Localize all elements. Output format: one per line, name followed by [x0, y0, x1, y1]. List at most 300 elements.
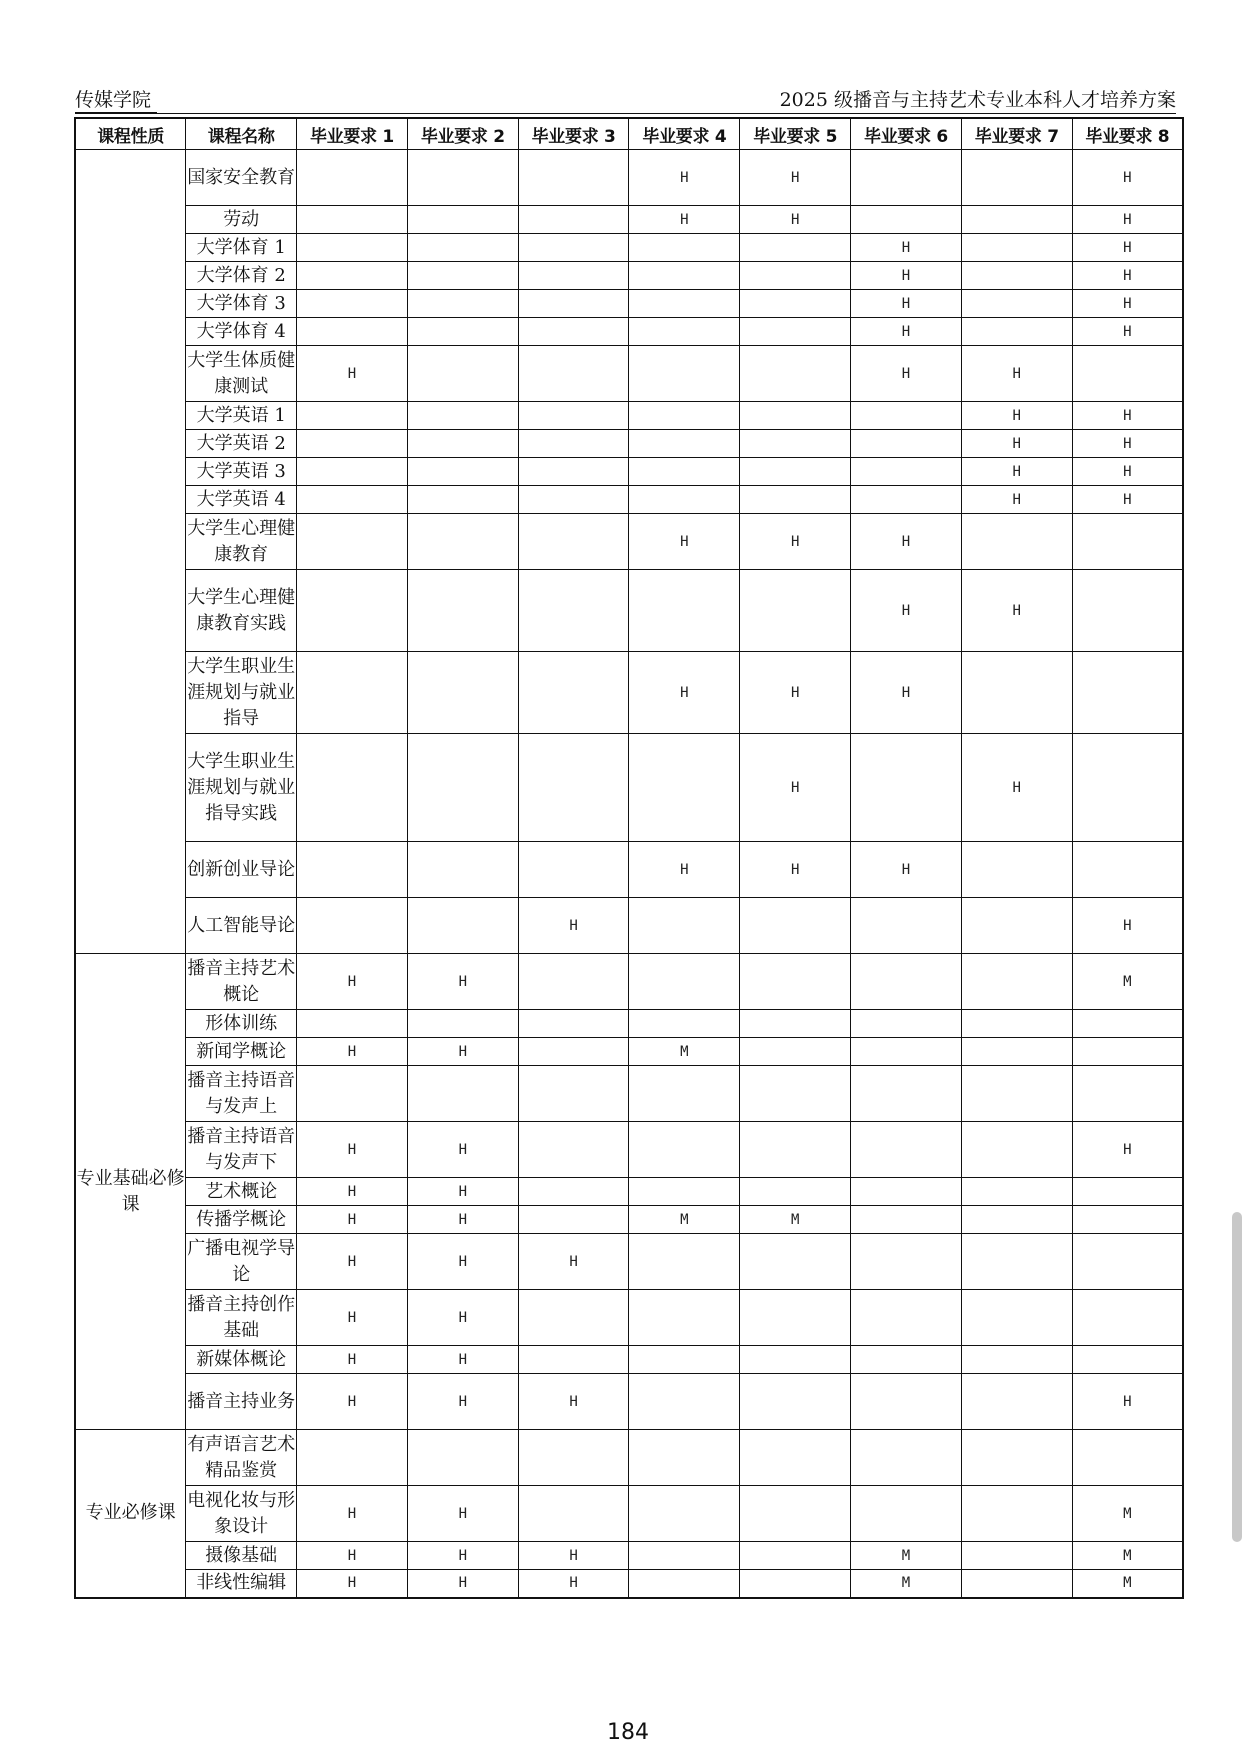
table-row — [75, 206, 1183, 234]
requirement-mark-cell — [740, 234, 851, 262]
requirement-mark-cell: H — [851, 234, 962, 262]
course-name-cell: 形体训练 — [186, 1010, 297, 1038]
requirement-mark-cell: H — [851, 290, 962, 318]
requirement-mark-cell — [629, 486, 740, 514]
requirement-mark-cell — [740, 262, 851, 290]
requirement-mark-cell: H — [851, 318, 962, 346]
requirement-mark-cell — [740, 954, 851, 1010]
table-row — [75, 1290, 1183, 1346]
requirement-mark-cell — [297, 842, 408, 898]
course-category-cell: 专业必修课 — [75, 1430, 186, 1598]
requirement-mark-cell — [740, 1374, 851, 1430]
requirement-mark-cell: H — [297, 1570, 408, 1598]
table-row — [75, 1066, 1183, 1122]
requirement-mark-cell — [740, 1122, 851, 1178]
requirement-mark-cell — [518, 150, 629, 206]
requirement-mark-cell: H — [961, 458, 1072, 486]
requirement-mark-cell — [740, 898, 851, 954]
requirement-mark-cell — [518, 570, 629, 652]
requirement-mark-cell — [1072, 514, 1183, 570]
requirement-mark-cell — [629, 1486, 740, 1542]
requirement-mark-cell — [297, 234, 408, 262]
requirement-mark-cell: H — [629, 514, 740, 570]
table-row — [75, 1570, 1183, 1598]
requirement-mark-cell — [407, 402, 518, 430]
requirement-mark-cell: H — [1072, 430, 1183, 458]
requirement-mark-cell — [1072, 842, 1183, 898]
requirement-mark-cell — [851, 150, 962, 206]
requirement-mark-cell — [518, 1010, 629, 1038]
requirement-mark-cell — [851, 486, 962, 514]
requirement-mark-cell: H — [1072, 206, 1183, 234]
header-school: 传媒学院 — [75, 88, 157, 113]
requirement-mark-cell — [518, 1430, 629, 1486]
requirement-mark-cell: H — [407, 954, 518, 1010]
requirement-mark-cell — [297, 652, 408, 734]
requirement-mark-cell — [407, 234, 518, 262]
requirement-mark-cell: H — [407, 1178, 518, 1206]
requirement-mark-cell — [518, 1066, 629, 1122]
course-name-cell: 播音主持语音与发声上 — [186, 1066, 297, 1122]
requirement-mark-cell — [297, 1010, 408, 1038]
column-header: 毕业要求 4 — [629, 118, 740, 150]
requirement-mark-cell — [961, 1234, 1072, 1290]
requirement-mark-cell: H — [961, 346, 1072, 402]
table-row — [75, 514, 1183, 570]
requirement-mark-cell — [961, 1038, 1072, 1066]
requirement-mark-cell — [851, 430, 962, 458]
requirement-mark-cell — [961, 262, 1072, 290]
requirement-mark-cell: H — [407, 1038, 518, 1066]
requirement-mark-cell — [629, 1010, 740, 1038]
requirement-mark-cell — [1072, 570, 1183, 652]
requirement-mark-cell: H — [1072, 150, 1183, 206]
requirement-mark-cell — [851, 1010, 962, 1038]
requirement-mark-cell — [1072, 1234, 1183, 1290]
requirement-mark-cell: H — [407, 1346, 518, 1374]
table-row — [75, 346, 1183, 402]
table-row — [75, 898, 1183, 954]
requirement-mark-cell — [961, 1346, 1072, 1374]
course-name-cell: 大学英语 4 — [186, 486, 297, 514]
course-name-cell: 人工智能导论 — [186, 898, 297, 954]
requirement-mark-cell: H — [961, 402, 1072, 430]
requirement-mark-cell: H — [740, 206, 851, 234]
requirement-mark-cell — [629, 570, 740, 652]
requirement-mark-cell — [629, 1570, 740, 1598]
course-name-cell: 大学体育 2 — [186, 262, 297, 290]
course-name-cell: 播音主持业务 — [186, 1374, 297, 1430]
requirement-mark-cell: H — [629, 150, 740, 206]
requirement-mark-cell — [629, 1430, 740, 1486]
requirement-mark-cell: H — [297, 1178, 408, 1206]
requirement-mark-cell: M — [851, 1570, 962, 1598]
requirement-mark-cell — [629, 898, 740, 954]
table-row — [75, 318, 1183, 346]
requirement-mark-cell: H — [407, 1486, 518, 1542]
requirement-mark-cell — [851, 1486, 962, 1542]
requirement-mark-cell: H — [961, 570, 1072, 652]
column-header: 课程名称 — [186, 118, 297, 150]
requirement-mark-cell — [851, 1122, 962, 1178]
requirement-mark-cell — [407, 486, 518, 514]
requirement-mark-cell — [851, 206, 962, 234]
requirement-mark-cell — [740, 290, 851, 318]
requirement-mark-cell — [629, 1178, 740, 1206]
requirement-mark-cell — [851, 954, 962, 1010]
requirement-mark-cell — [518, 1486, 629, 1542]
column-header: 毕业要求 5 — [740, 118, 851, 150]
table-row — [75, 1010, 1183, 1038]
requirement-mark-cell — [407, 290, 518, 318]
requirement-mark-cell — [518, 290, 629, 318]
requirement-mark-cell — [851, 1430, 962, 1486]
requirement-mark-cell — [851, 1374, 962, 1430]
requirement-mark-cell: H — [1072, 290, 1183, 318]
requirement-mark-cell: H — [297, 1122, 408, 1178]
requirement-mark-cell — [297, 262, 408, 290]
requirement-mark-cell — [1072, 1290, 1183, 1346]
column-header: 课程性质 — [75, 118, 186, 150]
requirement-mark-cell — [1072, 652, 1183, 734]
requirement-mark-cell — [629, 234, 740, 262]
requirement-mark-cell — [961, 514, 1072, 570]
requirement-mark-cell — [961, 1430, 1072, 1486]
requirement-mark-cell — [297, 898, 408, 954]
requirement-mark-cell — [961, 1570, 1072, 1598]
table-row — [75, 954, 1183, 1010]
requirement-mark-cell — [961, 1486, 1072, 1542]
requirement-mark-cell — [518, 514, 629, 570]
requirement-mark-cell — [740, 346, 851, 402]
requirement-mark-cell — [629, 734, 740, 842]
requirement-mark-cell — [518, 1290, 629, 1346]
requirement-mark-cell — [740, 1486, 851, 1542]
requirement-mark-cell — [961, 206, 1072, 234]
requirement-mark-cell — [740, 570, 851, 652]
course-name-cell: 传播学概论 — [186, 1206, 297, 1234]
requirement-mark-cell — [518, 1346, 629, 1374]
requirement-mark-cell — [629, 1234, 740, 1290]
table-row — [75, 402, 1183, 430]
requirement-mark-cell: H — [961, 430, 1072, 458]
requirement-mark-cell — [407, 346, 518, 402]
course-name-cell: 大学生心理健康教育 — [186, 514, 297, 570]
requirement-mark-cell — [518, 1178, 629, 1206]
requirement-mark-cell — [1072, 734, 1183, 842]
requirement-mark-cell: H — [961, 486, 1072, 514]
requirement-mark-cell — [629, 318, 740, 346]
requirement-mark-cell — [629, 1542, 740, 1570]
requirement-mark-cell — [961, 1066, 1072, 1122]
requirement-mark-cell: M — [1072, 954, 1183, 1010]
requirement-mark-cell: H — [297, 1542, 408, 1570]
course-name-cell: 大学体育 1 — [186, 234, 297, 262]
requirement-mark-cell — [851, 1066, 962, 1122]
column-header: 毕业要求 2 — [407, 118, 518, 150]
requirement-mark-cell: M — [851, 1542, 962, 1570]
requirement-mark-cell — [1072, 1038, 1183, 1066]
requirement-mark-cell: H — [740, 652, 851, 734]
requirement-mark-cell: H — [297, 1038, 408, 1066]
requirement-mark-cell: H — [518, 1570, 629, 1598]
requirement-mark-cell — [1072, 1178, 1183, 1206]
requirement-mark-cell — [851, 1290, 962, 1346]
requirement-mark-cell — [407, 150, 518, 206]
requirement-mark-cell: H — [1072, 402, 1183, 430]
requirement-mark-cell — [629, 262, 740, 290]
requirement-mark-cell — [407, 842, 518, 898]
requirement-mark-cell: M — [740, 1206, 851, 1234]
requirement-mark-cell — [961, 1290, 1072, 1346]
requirement-mark-cell: H — [518, 1542, 629, 1570]
requirement-mark-cell — [297, 486, 408, 514]
requirement-mark-cell — [297, 402, 408, 430]
requirement-mark-cell — [961, 898, 1072, 954]
requirement-mark-cell — [851, 1346, 962, 1374]
course-name-cell: 国家安全教育 — [186, 150, 297, 206]
requirement-mark-cell: H — [297, 1346, 408, 1374]
requirement-mark-cell — [297, 458, 408, 486]
table-row — [75, 290, 1183, 318]
requirement-mark-cell — [629, 458, 740, 486]
requirement-mark-cell — [851, 1178, 962, 1206]
requirement-mark-cell — [961, 652, 1072, 734]
column-header: 毕业要求 8 — [1072, 118, 1183, 150]
table-row — [75, 458, 1183, 486]
requirement-mark-cell — [961, 234, 1072, 262]
course-name-cell: 大学英语 3 — [186, 458, 297, 486]
requirement-mark-cell: H — [297, 954, 408, 1010]
requirements-matrix-table — [74, 117, 1184, 1599]
requirement-mark-cell — [518, 430, 629, 458]
requirement-mark-cell — [740, 1038, 851, 1066]
requirement-mark-cell — [740, 458, 851, 486]
requirement-mark-cell — [851, 898, 962, 954]
requirement-mark-cell — [851, 1038, 962, 1066]
requirement-mark-cell: H — [407, 1234, 518, 1290]
requirement-mark-cell: H — [407, 1542, 518, 1570]
requirement-mark-cell — [961, 1542, 1072, 1570]
requirement-mark-cell — [740, 1570, 851, 1598]
requirement-mark-cell — [407, 734, 518, 842]
requirement-mark-cell: H — [518, 898, 629, 954]
page-number: 184 — [607, 1720, 649, 1745]
requirement-mark-cell: H — [1072, 262, 1183, 290]
requirement-mark-cell — [629, 1066, 740, 1122]
requirement-mark-cell — [407, 458, 518, 486]
requirement-mark-cell — [851, 458, 962, 486]
course-name-cell: 播音主持艺术概论 — [186, 954, 297, 1010]
requirement-mark-cell — [407, 652, 518, 734]
table-row — [75, 652, 1183, 734]
course-name-cell: 大学生职业生涯规划与就业指导 — [186, 652, 297, 734]
table-header-row — [75, 118, 1183, 150]
table-row — [75, 1234, 1183, 1290]
course-category-cell — [75, 150, 186, 954]
table-row — [75, 1206, 1183, 1234]
requirement-mark-cell — [961, 954, 1072, 1010]
table-row — [75, 1430, 1183, 1486]
requirement-mark-cell — [629, 1346, 740, 1374]
requirement-mark-cell — [1072, 1346, 1183, 1374]
course-name-cell: 摄像基础 — [186, 1542, 297, 1570]
requirement-mark-cell: H — [1072, 458, 1183, 486]
requirement-mark-cell — [518, 318, 629, 346]
requirement-mark-cell — [740, 1178, 851, 1206]
scrollbar-thumb[interactable] — [1232, 1212, 1242, 1542]
requirement-mark-cell — [961, 318, 1072, 346]
course-name-cell: 创新创业导论 — [186, 842, 297, 898]
requirement-mark-cell — [297, 1430, 408, 1486]
requirement-mark-cell — [407, 430, 518, 458]
requirement-mark-cell — [740, 318, 851, 346]
requirement-mark-cell — [740, 1066, 851, 1122]
course-name-cell: 非线性编辑 — [186, 1570, 297, 1598]
requirement-mark-cell: H — [1072, 1374, 1183, 1430]
requirement-mark-cell: H — [1072, 486, 1183, 514]
column-header: 毕业要求 3 — [518, 118, 629, 150]
table-row — [75, 262, 1183, 290]
requirement-mark-cell: H — [740, 734, 851, 842]
requirement-mark-cell: H — [629, 842, 740, 898]
requirement-mark-cell: H — [1072, 898, 1183, 954]
requirement-mark-cell: H — [518, 1374, 629, 1430]
course-name-cell: 大学英语 2 — [186, 430, 297, 458]
course-name-cell: 大学英语 1 — [186, 402, 297, 430]
table-row — [75, 486, 1183, 514]
table-row — [75, 234, 1183, 262]
requirement-mark-cell — [629, 402, 740, 430]
requirement-mark-cell — [518, 652, 629, 734]
requirement-mark-cell — [518, 234, 629, 262]
requirement-mark-cell — [1072, 346, 1183, 402]
requirement-mark-cell — [961, 1122, 1072, 1178]
requirement-mark-cell — [518, 346, 629, 402]
requirement-mark-cell: H — [407, 1122, 518, 1178]
requirement-mark-cell — [629, 430, 740, 458]
requirement-mark-cell — [961, 1206, 1072, 1234]
requirement-mark-cell — [740, 1234, 851, 1290]
requirement-mark-cell — [1072, 1010, 1183, 1038]
requirement-mark-cell — [518, 486, 629, 514]
requirement-mark-cell: H — [297, 1206, 408, 1234]
requirement-mark-cell — [1072, 1206, 1183, 1234]
requirement-mark-cell — [518, 402, 629, 430]
requirement-mark-cell — [961, 842, 1072, 898]
course-name-cell: 大学体育 3 — [186, 290, 297, 318]
requirement-mark-cell — [629, 954, 740, 1010]
course-name-cell: 大学生体质健康测试 — [186, 346, 297, 402]
requirement-mark-cell: H — [297, 1374, 408, 1430]
requirement-mark-cell — [740, 486, 851, 514]
requirement-mark-cell: H — [740, 842, 851, 898]
requirement-mark-cell: H — [407, 1374, 518, 1430]
requirement-mark-cell: H — [1072, 318, 1183, 346]
requirement-mark-cell — [297, 150, 408, 206]
requirement-mark-cell: M — [1072, 1486, 1183, 1542]
course-name-cell: 电视化妆与形象设计 — [186, 1486, 297, 1542]
requirement-mark-cell: H — [851, 842, 962, 898]
table-row — [75, 1486, 1183, 1542]
course-name-cell: 播音主持语音与发声下 — [186, 1122, 297, 1178]
requirement-mark-cell: H — [851, 570, 962, 652]
requirement-mark-cell: H — [297, 1290, 408, 1346]
requirement-mark-cell — [629, 1122, 740, 1178]
table-row — [75, 1346, 1183, 1374]
requirement-mark-cell — [297, 206, 408, 234]
requirement-mark-cell — [407, 514, 518, 570]
requirement-mark-cell: H — [740, 150, 851, 206]
requirement-mark-cell: H — [297, 346, 408, 402]
requirement-mark-cell — [629, 346, 740, 402]
requirement-mark-cell: H — [629, 206, 740, 234]
table-row — [75, 1178, 1183, 1206]
table-body — [75, 150, 1183, 1598]
requirement-mark-cell — [851, 402, 962, 430]
requirement-mark-cell — [740, 430, 851, 458]
requirement-mark-cell — [1072, 1430, 1183, 1486]
requirement-mark-cell — [518, 262, 629, 290]
table-row — [75, 570, 1183, 652]
requirement-mark-cell: H — [518, 1234, 629, 1290]
requirement-mark-cell — [629, 1374, 740, 1430]
requirement-mark-cell — [518, 1122, 629, 1178]
requirement-mark-cell: M — [1072, 1542, 1183, 1570]
requirement-mark-cell: H — [407, 1290, 518, 1346]
course-name-cell: 新媒体概论 — [186, 1346, 297, 1374]
requirement-mark-cell — [629, 290, 740, 318]
requirement-mark-cell — [407, 1066, 518, 1122]
header-rule — [75, 113, 1176, 114]
header-program-title: 2025 级播音与主持艺术专业本科人才培养方案 — [779, 89, 1176, 111]
requirement-mark-cell: H — [407, 1206, 518, 1234]
requirement-mark-cell — [297, 514, 408, 570]
requirement-mark-cell — [518, 206, 629, 234]
requirement-mark-cell — [518, 458, 629, 486]
requirement-mark-cell — [1072, 1066, 1183, 1122]
requirement-mark-cell — [407, 570, 518, 652]
requirement-mark-cell — [297, 430, 408, 458]
requirement-mark-cell — [961, 1374, 1072, 1430]
course-name-cell: 劳动 — [186, 206, 297, 234]
requirement-mark-cell — [740, 1290, 851, 1346]
requirement-mark-cell — [740, 1542, 851, 1570]
requirement-mark-cell — [407, 1010, 518, 1038]
requirement-mark-cell — [740, 1010, 851, 1038]
requirement-mark-cell — [740, 1430, 851, 1486]
requirement-mark-cell — [740, 402, 851, 430]
requirement-mark-cell: H — [297, 1486, 408, 1542]
requirement-mark-cell — [407, 898, 518, 954]
requirement-mark-cell: H — [740, 514, 851, 570]
requirement-mark-cell — [297, 570, 408, 652]
requirement-mark-cell — [961, 290, 1072, 318]
course-name-cell: 大学生职业生涯规划与就业指导实践 — [186, 734, 297, 842]
requirement-mark-cell: H — [851, 514, 962, 570]
requirement-mark-cell: H — [851, 346, 962, 402]
requirement-mark-cell: M — [1072, 1570, 1183, 1598]
course-name-cell: 大学生心理健康教育实践 — [186, 570, 297, 652]
requirement-mark-cell — [851, 1234, 962, 1290]
requirement-mark-cell: H — [851, 652, 962, 734]
table-row — [75, 150, 1183, 206]
requirement-mark-cell — [297, 318, 408, 346]
course-name-cell: 艺术概论 — [186, 1178, 297, 1206]
table-row — [75, 842, 1183, 898]
requirement-mark-cell — [518, 842, 629, 898]
requirement-mark-cell — [518, 954, 629, 1010]
